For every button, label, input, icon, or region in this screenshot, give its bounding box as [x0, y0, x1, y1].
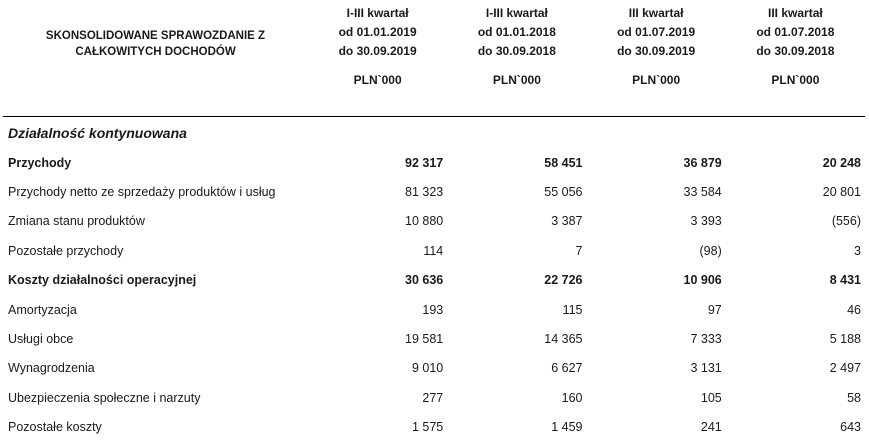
row-value: 58 — [847, 390, 861, 405]
column-period: III kwartał — [768, 6, 823, 20]
table-row-pozostale-koszty — [3, 413, 865, 442]
row-label: Pozostałe przychody — [8, 243, 124, 258]
statement-title — [3, 0, 308, 117]
income-statement-table — [3, 0, 865, 442]
column-to-date: do 30.09.2019 — [617, 44, 696, 58]
column-unit: PLN`000 — [353, 73, 402, 87]
row-value: 46 — [847, 302, 861, 317]
row-value: 1 575 — [411, 420, 444, 435]
table-row-uslugi-obce — [3, 324, 865, 353]
column-to-date: do 30.09.2018 — [756, 44, 835, 58]
row-value: 3 — [854, 243, 861, 258]
row-value: 10 880 — [405, 214, 444, 229]
column-from-date: od 01.07.2019 — [617, 25, 696, 39]
column-header-1 — [308, 0, 447, 117]
row-value: 10 906 — [683, 273, 722, 288]
row-value: 97 — [707, 302, 722, 317]
table-header-row — [3, 0, 865, 117]
row-value: 55 056 — [544, 185, 583, 200]
row-value: 58 451 — [544, 155, 583, 170]
row-value: 20 801 — [822, 185, 861, 200]
section-heading: Działalność kontynuowana — [8, 125, 187, 141]
column-unit: PLN`000 — [492, 73, 541, 87]
table-row-przychody — [3, 148, 865, 177]
table-row-wynagrodzenia — [3, 354, 865, 383]
row-value: 7 — [575, 243, 583, 258]
table-row-pozostale-przychody — [3, 236, 865, 265]
row-value: 3 387 — [551, 214, 583, 229]
row-value: 3 131 — [690, 361, 722, 376]
row-value: 277 — [422, 390, 444, 405]
column-unit: PLN`000 — [632, 73, 681, 87]
row-value: (98) — [699, 243, 722, 258]
row-label: Usługi obce — [8, 332, 74, 347]
section-row — [3, 117, 865, 149]
statement-title-line-2: CAŁKOWITYCH DOCHODÓW — [75, 46, 236, 58]
row-value: 643 — [840, 420, 861, 435]
row-value: 3 393 — [690, 214, 722, 229]
column-header-3 — [587, 0, 726, 117]
column-from-date: od 01.01.2018 — [477, 25, 556, 39]
row-value: 115 — [562, 302, 583, 317]
row-value: 6 627 — [551, 361, 583, 376]
column-period: I-III kwartał — [485, 6, 548, 20]
column-period: III kwartał — [628, 6, 684, 20]
row-label: Koszty działalności operacyjnej — [8, 273, 197, 288]
row-value: 105 — [700, 390, 722, 405]
row-value: 33 584 — [683, 185, 722, 200]
row-value: 22 726 — [544, 273, 583, 288]
column-header-2 — [447, 0, 586, 117]
row-value: 14 365 — [544, 332, 583, 347]
table-row-koszty — [3, 266, 865, 295]
column-to-date: do 30.09.2018 — [477, 44, 556, 58]
table-row-przychody-netto — [3, 177, 865, 206]
row-value: 7 333 — [690, 332, 722, 347]
row-value: 20 248 — [822, 155, 861, 170]
column-unit: PLN`000 — [771, 73, 820, 87]
row-value: 92 317 — [405, 155, 444, 170]
table-row-zmiana-stanu — [3, 207, 865, 236]
column-from-date: od 01.01.2019 — [338, 25, 417, 39]
row-value: 114 — [423, 243, 444, 258]
row-value: 19 581 — [405, 332, 444, 347]
column-period: I-III kwartał — [346, 6, 409, 20]
row-label: Przychody — [8, 155, 72, 170]
row-value: (556) — [831, 214, 861, 229]
row-value: 2 497 — [829, 361, 861, 376]
row-value: 36 879 — [683, 155, 722, 170]
row-value: 193 — [422, 302, 444, 317]
row-value: 9 010 — [411, 361, 444, 376]
table-row-amortyzacja — [3, 295, 865, 324]
row-value: 241 — [700, 420, 722, 435]
column-header-4 — [726, 0, 865, 117]
statement-title-line-1: SKONSOLIDOWANE SPRAWOZDANIE Z — [45, 30, 266, 42]
row-value: 8 431 — [829, 273, 861, 288]
row-value: 5 188 — [829, 332, 861, 347]
row-value: 1 459 — [551, 420, 583, 435]
column-to-date: do 30.09.2019 — [338, 44, 417, 58]
row-label: Wynagrodzenia — [8, 361, 95, 376]
row-value: 30 636 — [405, 273, 444, 288]
table-row-ubezpieczenia — [3, 383, 865, 412]
row-value: 81 323 — [405, 185, 444, 200]
column-from-date: od 01.07.2018 — [756, 25, 835, 39]
row-label: Zmiana stanu produktów — [8, 214, 145, 229]
row-label: Przychody netto ze sprzedaży produktów i usług — [8, 185, 276, 200]
row-value: 160 — [561, 390, 583, 405]
row-label: Ubezpieczenia społeczne i narzuty — [8, 390, 201, 405]
row-label: Amortyzacja — [8, 302, 77, 317]
row-label: Pozostałe koszty — [8, 420, 102, 435]
